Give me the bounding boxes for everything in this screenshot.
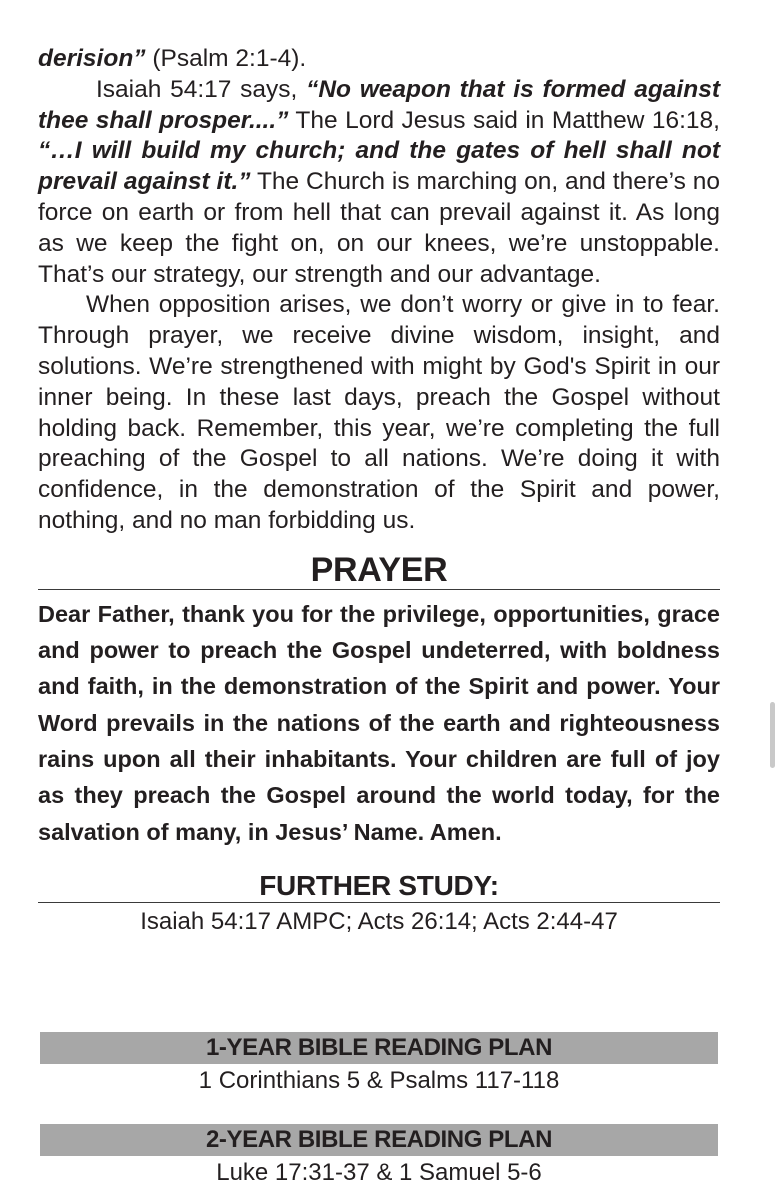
prayer-text: Dear Father, thank you for the privilege, opportunities, grace and power to preach the Gospel undeterred, with boldness and faith, in the demonstration of the Spirit and power. Your Word prevails in the nations of the earth and righteousness rains upon all their inhabitants. Your children are full of joy as they preach the Gospel around the world today, for the salvation of many, in Jesus’ Name. Amen. <box>38 600 720 845</box>
text-segment: Isaiah 54:17 says, <box>96 75 307 103</box>
text-segment: The Church is marching on, and there’s no force on earth or from hell that can prevail against it. As long as we keep the fight on, on our knees, we’re unstoppable. That’s our strategy, our strength and our advantage. <box>38 168 720 288</box>
text-segment: The Lord Jesus said in Matthew 16:18, <box>288 106 720 134</box>
paragraph-isaiah <box>38 75 720 291</box>
two-year-plan-reading: Luke 17:31-37 & 1 Samuel 5-6 <box>216 1159 542 1186</box>
prayer-heading: PRAYER <box>38 553 720 590</box>
further-study-refs: Isaiah 54:17 AMPC; Acts 26:14; Acts 2:44-47 <box>140 907 618 935</box>
two-year-plan-heading: 2-YEAR BIBLE READING PLAN <box>40 1124 718 1156</box>
further-study-heading: FURTHER STUDY: <box>38 872 720 903</box>
paragraph-psalm <box>38 44 720 75</box>
paragraph-opposition: When opposition arises, we don’t worry or give in to fear. Through prayer, we receive divine wisdom, insight, and solutions. We’re strengthened with might by God's Spirit in our inner being. In these last days, preach the Gospel without holding back. Remember, this year, we’re completing the full preaching of the Gospel to all nations. We’re doing it with confidence, in the demonstration of the Spirit and power, nothing, and no man forbidding us. <box>38 291 720 534</box>
quote-isaiah: “No weapon that is formed against thee shall prosper....” <box>38 75 720 134</box>
one-year-plan <box>40 1032 718 1096</box>
one-year-plan-heading: 1-YEAR BIBLE READING PLAN <box>40 1032 718 1064</box>
psalm-reference: (Psalm 2:1-4). <box>145 45 307 72</box>
two-year-plan <box>40 1124 718 1188</box>
devotional-page <box>38 44 720 937</box>
one-year-plan-reading: 1 Corinthians 5 & Psalms 117-118 <box>198 1067 560 1094</box>
quote-derision: derision” <box>38 45 146 72</box>
quote-matthew: “…I will build my church; and the gates of hell shall not prevail against it.” <box>38 137 720 196</box>
scrollbar-thumb[interactable] <box>770 702 775 768</box>
